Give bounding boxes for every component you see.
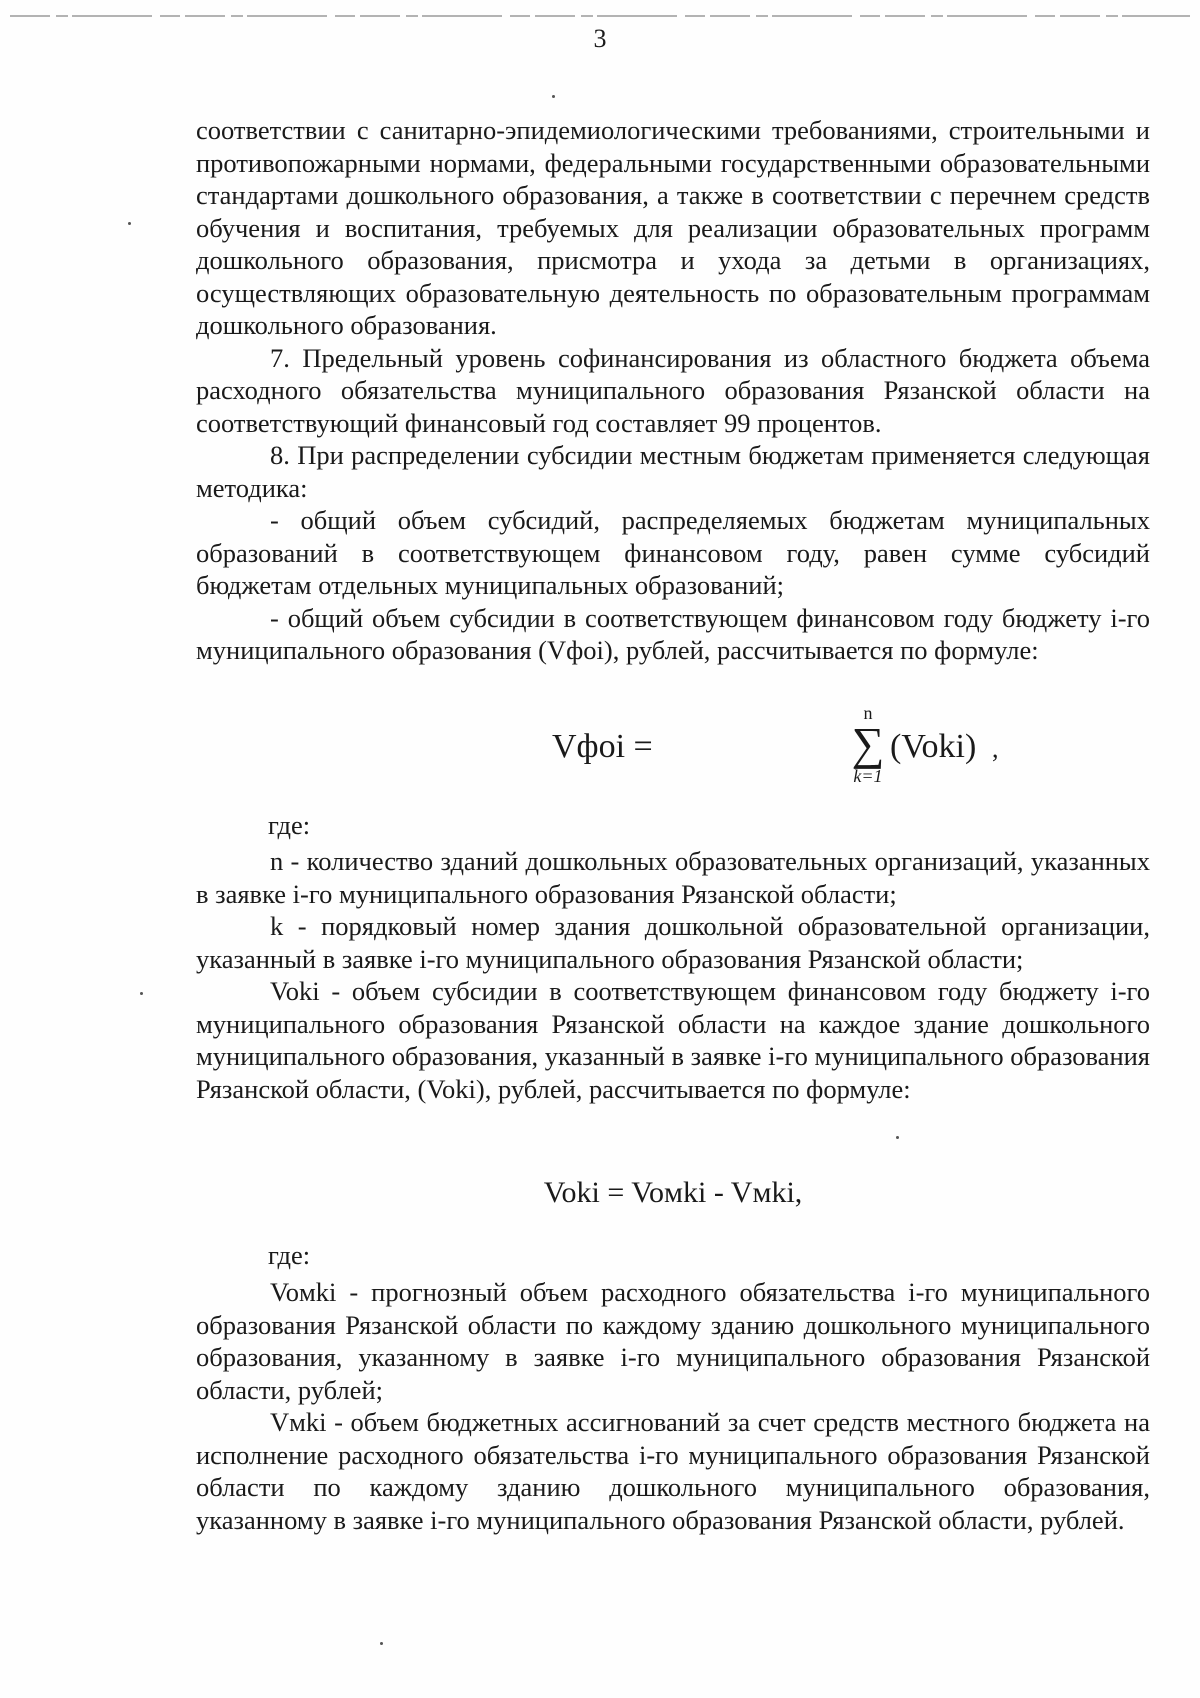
formula-rhs: (Voki) — [890, 728, 977, 765]
paragraph-subsidy-formula-intro: - общий объем субсидии в соответствующем финансовом году бюджету i-го муниципального образования (Vфоi), рублей, рассчитывается по формуле: — [196, 602, 1150, 665]
text-block-top — [196, 114, 1150, 667]
paragraph-item-7: 7. Предельный уровень софинансирования из областного бюджета объема расходного обязательства муниципального образования Рязанской области на соответствующий финансовый год составляет 99 процентов. — [196, 342, 1150, 438]
definition-voki: Voki - объем субсидии в соответствующем финансовом году бюджету i-го муниципального образования Рязанской области на каждое здание дошкольного муниципального образования, указанный в заявке i-го муниципального образования Рязанской области, (Voki), рублей, рассчитывается по формуле: — [196, 976, 1150, 1104]
scan-speck — [552, 95, 555, 98]
sum-lower-limit: k=1 — [853, 766, 883, 786]
definition-vmki: Vмki - объем бюджетных ассигнований за счет средств местного бюджета на исполнение расходного обязательства i-го муниципального образования Рязанской области по каждому зданию дошкольного муниципального образования, указанному в заявке i-го муниципального образования Рязанской области, рублей. — [196, 1407, 1150, 1535]
scan-speck — [140, 992, 143, 995]
text-block-middle — [196, 845, 1150, 1105]
definition-vomki: Voмki - прогнозный объем расходного обязательства i-го муниципального образования Рязанской области по каждому зданию дошкольного муниципального образования, указанному в заявке i-го муниципального образования Рязанской области, рублей; — [196, 1277, 1150, 1405]
formula-lhs: Vфоi = — [552, 728, 653, 765]
scan-speck — [128, 222, 131, 225]
page-number: 3 — [593, 24, 607, 53]
where-label-2: где: — [268, 1240, 311, 1270]
formula-vfoi — [196, 704, 1150, 804]
definition-k: k - порядковый номер здания дошкольной образовательной организации, указанный в заявке i-го муниципального образования Рязанской области; — [196, 911, 1150, 974]
formula-trailing-comma: , — [992, 734, 999, 763]
scan-edge-line — [0, 10, 1200, 22]
definition-n: n - количество зданий дошкольных образовательных организаций, указанных в заявке i-го муниципального образования Рязанской области; — [196, 846, 1150, 909]
scan-speck — [896, 1136, 899, 1139]
where-label: где: — [268, 810, 311, 840]
text-block-bottom — [196, 1276, 1150, 1536]
scan-speck — [380, 1642, 383, 1645]
sum-upper-limit: n — [863, 703, 873, 723]
paragraph-total-subsidies: - общий объем субсидий, распределяемых бюджетам муниципальных образований в соответствующем финансовом году, равен сумме субсидий бюджетам отдельных муниципальных образований; — [196, 505, 1150, 600]
sigma-sign: ∑ — [851, 718, 885, 769]
paragraph-continuation: соответствии с санитарно-эпидемиологическими требованиями, строительными и противопожарными нормами, федеральными государственными образовательными стандартами дошкольного образования, а также в соответствии с перечнем средств обучения и воспитания, требуемых для реализации образовательных программ дошкольного образования, присмотра и ухода за детьми в организациях, осуществляющих образовательную деятельность по образовательным программам дошкольного образования. — [196, 115, 1150, 340]
paragraph-item-8: 8. При распределении субсидии местным бюджетам применяется следующая методика: — [196, 440, 1150, 503]
formula-voki: Voki = Voмki - Vмki, — [543, 1176, 803, 1209]
summation-symbol — [850, 704, 886, 786]
